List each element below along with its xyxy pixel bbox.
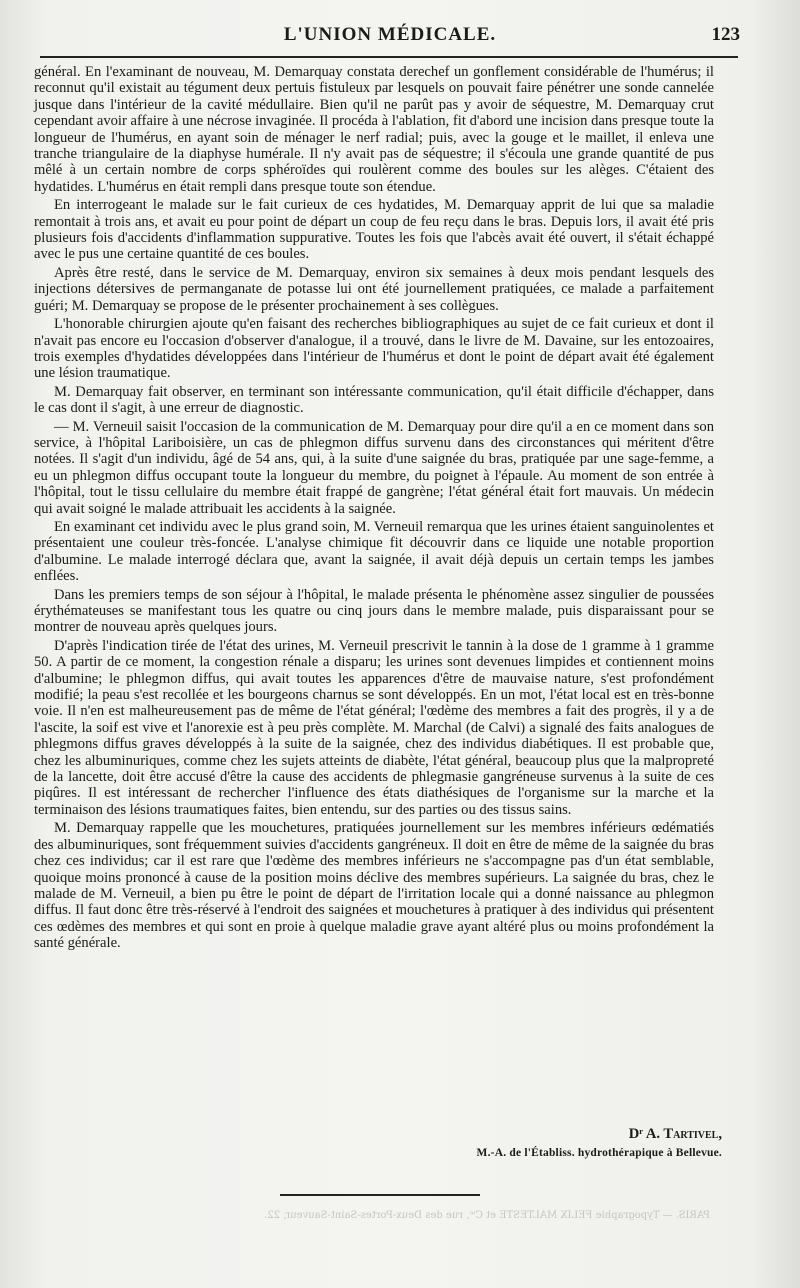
running-title: L'UNION MÉDICALE. [283, 24, 497, 45]
header-rule [40, 56, 738, 58]
paragraph: — M. Verneuil saisit l'occasion de la communication de M. Demarquay pour dire qu'il a en ce moment dans son service, à l'hôpital Lariboisière, un cas de phlegmon diffus survenu dans des circonstances qui méritent d'être notées. Il s'agit d'un individu, âgé de 54 ans, qui, à la suite d'une saignée du bras, pratiquée par une sage-femme, a eu un phlegmon diffus occupant toute la longueur du membre, du poignet à l'épaule. Au moment de son entrée à l'hôpital, tout le tissu cellulaire du membre était frappé de gangrène; l'état général était fort mauvais. Un médecin qui avait soigné le malade attribuait les accidents à la saignée. [34, 418, 714, 517]
author-title: M.-A. de l'Établiss. hydrothérapique à Bellevue. [476, 1147, 722, 1159]
paragraph: En interrogeant le malade sur le fait curieux de ces hydatides, M. Demarquay apprit de lui que sa maladie remontait à trois ans, et avait eu pour point de départ un coup de feu reçu dans le bras. Depuis lors, il avait été pris plusieurs fois d'accidents d'inflammation suppurative. Toutes les fois que l'abcès avait été ouvert, il s'était échappé avec le pus une certaine quantité de ces boules. [34, 197, 714, 263]
paragraph: général. En l'examinant de nouveau, M. Demarquay constata derechef un gonflement considérable de l'humérus; il reconnut qu'il existait au tégument deux pertuis fistuleux par lesquels on pouvait faire pénétrer une sonde cannelée jusque dans l'intérieur de la cavité médullaire. Bien qu'il ne parût pas y avoir de séquestre, M. Demarquay crut cependant avoir affaire à une nécrose invaginée. Il procéda à l'ablation, fit d'abord une incision dans presque toute la longueur de l'humérus, en ayant soin de ménager le nerf radial; puis, avec la gouge et le maillet, il enleva une tranche triangulaire de la diaphyse humérale. Il n'y avait pas de séquestre; il s'écoula une grande quantité de pus mêlé à un certain nombre de corps sphéroïdes qui roulèrent comme des boules sur les alèges. C'étaient des hydatides. L'humérus en était rempli dans presque toute son étendue. [34, 64, 714, 195]
article-body [34, 64, 714, 954]
bleed-through-text: PARIS. — Typographie FÉLIX MALTESTE et Cⁱᵉ, rue des Deux-Portes-Saint-Sauveur, 22. [264, 1210, 710, 1221]
paragraph: D'après l'indication tirée de l'état des urines, M. Verneuil prescrivit le tannin à la dose de 1 gramme à 1 gramme 50. A partir de ce moment, la congestion rénale a disparu; les urines sont devenues limpides et contiennent moins d'albumine; le phlegmon diffus, qui avait toutes les apparences d'être de mauvaise nature, s'est profondément modifié; la peau s'est recollée et les bourgeons charnus se sont développés. En un mot, l'état local est en très-bonne voie. Il n'en est malheureusement pas de même de l'état général; l'œdème des membres a fait des progrès, il y a de l'ascite, la soif est vive et l'anorexie est à peu près complète. M. Marchal (de Calvi) a signalé des faits analogues de phlegmons diffus graves développés à la suite de la saignée, chez des individus diabétiques. Il est probable que, chez les albuminuriques, comme chez les sujets atteints de diabète, l'état général, beaucoup plus que la malpropreté de la lancette, doit être accusé d'être la cause des accidents de phlegmasie gangréneuse survenus à la suite de ces piqûres. Il est intéressant de rechercher l'influence des états diathésiques de l'organisme sur la marche et la terminaison des lésions traumatiques faites, bien entendu, sur des parties ou des tissus sains. [34, 637, 714, 818]
paragraph: M. Demarquay fait observer, en terminant son intéressante communication, qu'il était difficile d'échapper, dans le cas dont il s'agit, à une erreur de diagnostic. [34, 383, 714, 417]
page-number: 123 [711, 24, 740, 45]
paragraph: Dans les premiers temps de son séjour à l'hôpital, le malade présenta le phénomène assez singulier de poussées érythémateuses se manifestant tous les quatre ou cinq jours dans le membre malade, puis disparaissant pour se montrer de nouveau après quelques jours. [34, 586, 714, 636]
page-header [40, 18, 740, 52]
author-name: Dʳ A. Tartivel, [628, 1126, 722, 1142]
paragraph: En examinant cet individu avec le plus grand soin, M. Verneuil remarqua que les urines étaient sanguinolentes et présentaient une couleur très-foncée. L'analyse chimique fit découvrir dans ce liquide une notable proportion d'albumine. Le malade interrogé déclara que, avant la saignée, il avait déjà depuis un certain temps les jambes enflées. [34, 518, 714, 585]
paragraph: M. Demarquay rappelle que les mouchetures, pratiquées journellement sur les membres inférieurs œdématiés des albuminuriques, sont fréquemment suivies d'accidents gangréneux. Il doit en être de même de la saignée du bras chez ces individus; car il est rare que l'œdème des membres inférieurs ne s'accompagne pas d'un état semblable, quoique moins prononcé à cause de la position moins déclive des membres supérieurs. La saignée du bras, chez le malade de M. Verneuil, a bien pu être le point de départ de l'irritation locale qui a donné naissance au phlegmon diffus. Il faut donc être très-réservé à l'endroit des saignées et mouchetures à pratiquer à des individus qui présentent ces œdèmes des membres et qui sont en proie à quelque maladie grave ayant altéré plus ou moins profondément la santé générale. [34, 820, 714, 952]
signature-block [477, 1126, 722, 1159]
footer-rule [280, 1194, 480, 1196]
paragraph: L'honorable chirurgien ajoute qu'en faisant des recherches bibliographiques au sujet de ce fait curieux et dont il n'avait pas encore eu l'occasion d'observer d'analogue, il a trouvé, dans le livre de M. Davaine, sur les entozoaires, trois exemples d'hydatides développées dans l'intérieur de l'humérus et dont le point de départ avait été également une lésion traumatique. [34, 316, 714, 382]
paragraph: Après être resté, dans le service de M. Demarquay, environ six semaines à deux mois pendant lesquels des injections détersives de permanganate de potasse lui ont été journellement pratiquées, ce malade a parfaitement guéri; M. Demarquay se propose de le présenter prochainement à ses collègues. [34, 264, 714, 314]
